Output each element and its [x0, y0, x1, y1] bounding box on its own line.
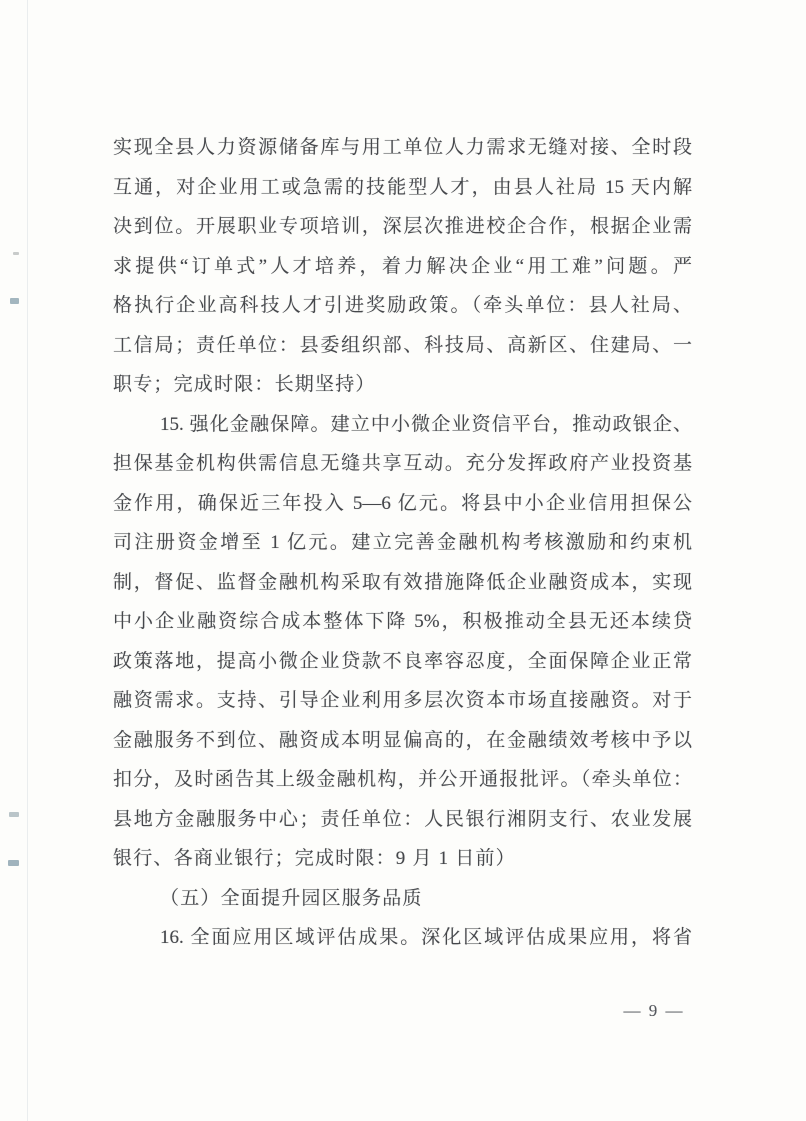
document-line: 政策落地，提高小微企业贷款不良率容忍度，全面保障企业正常 [113, 650, 692, 672]
document-line: 制，督促、监督金融机构采取有效措施降低企业融资成本，实现 [113, 571, 692, 593]
document-line: 融资需求。支持、引导企业利用多层次资本市场直接融资。对于 [113, 690, 692, 711]
document-line: 求提供“订单式”人才培养，着力解决企业“用工难”问题。严 [113, 255, 692, 277]
scan-artifact [13, 252, 19, 255]
page-number: — 9 — [623, 1001, 685, 1020]
document-line: 实现全县人力资源储备库与用工单位人力需求无缝对接、全时段 [113, 137, 692, 158]
document-line: 决到位。开展职业专项培训，深层次推进校企合作，根据企业需 [113, 216, 692, 237]
document-line: 金作用，确保近三年投入 5—6 亿元。将县中小企业信用担保公 [113, 492, 692, 514]
document-body [113, 128, 692, 958]
document-line: 司注册资金增至 1 亿元。建立完善金融机构考核激励和约束机 [113, 532, 692, 553]
document-line: 县地方金融服务中心；责任单位：人民银行湘阴支行、农业发展 [113, 808, 692, 830]
document-line: 互通，对企业用工或急需的技能型人才，由县人社局 15 天内解 [113, 176, 692, 198]
document-line: 职专；完成时限：长期坚持） [113, 374, 376, 395]
document-line: 银行、各商业银行；完成时限：9 月 1 日前） [113, 848, 516, 869]
document-line: 金融服务不到位、融资成本明显偏高的，在金融绩效考核中予以 [113, 729, 692, 751]
document-line: 扣分，及时函告其上级金融机构，并公开通报批评。（牵头单位： [113, 769, 692, 790]
scan-artifact [9, 812, 19, 817]
scan-artifact [8, 860, 19, 866]
document-line: 格执行企业高科技人才引进奖励政策。（牵头单位：县人社局、 [113, 295, 692, 316]
document-line: （五）全面提升园区服务品质 [160, 887, 423, 909]
scan-artifact [10, 298, 19, 304]
scan-edge-line [27, 0, 28, 1121]
document-line: 工信局；责任单位：县委组织部、科技局、高新区、住建局、一 [113, 334, 692, 356]
document-line: 中小企业融资综合成本整体下降 5%，积极推动全县无还本续贷 [113, 611, 692, 632]
document-line: 15. 强化金融保障。建立中小微企业资信平台，推动政银企、 [160, 413, 692, 435]
document-line: 担保基金机构供需信息无缝共享互动。充分发挥政府产业投资基 [113, 453, 692, 474]
document-line: 16. 全面应用区域评估成果。深化区域评估成果应用，将省 [160, 927, 692, 948]
